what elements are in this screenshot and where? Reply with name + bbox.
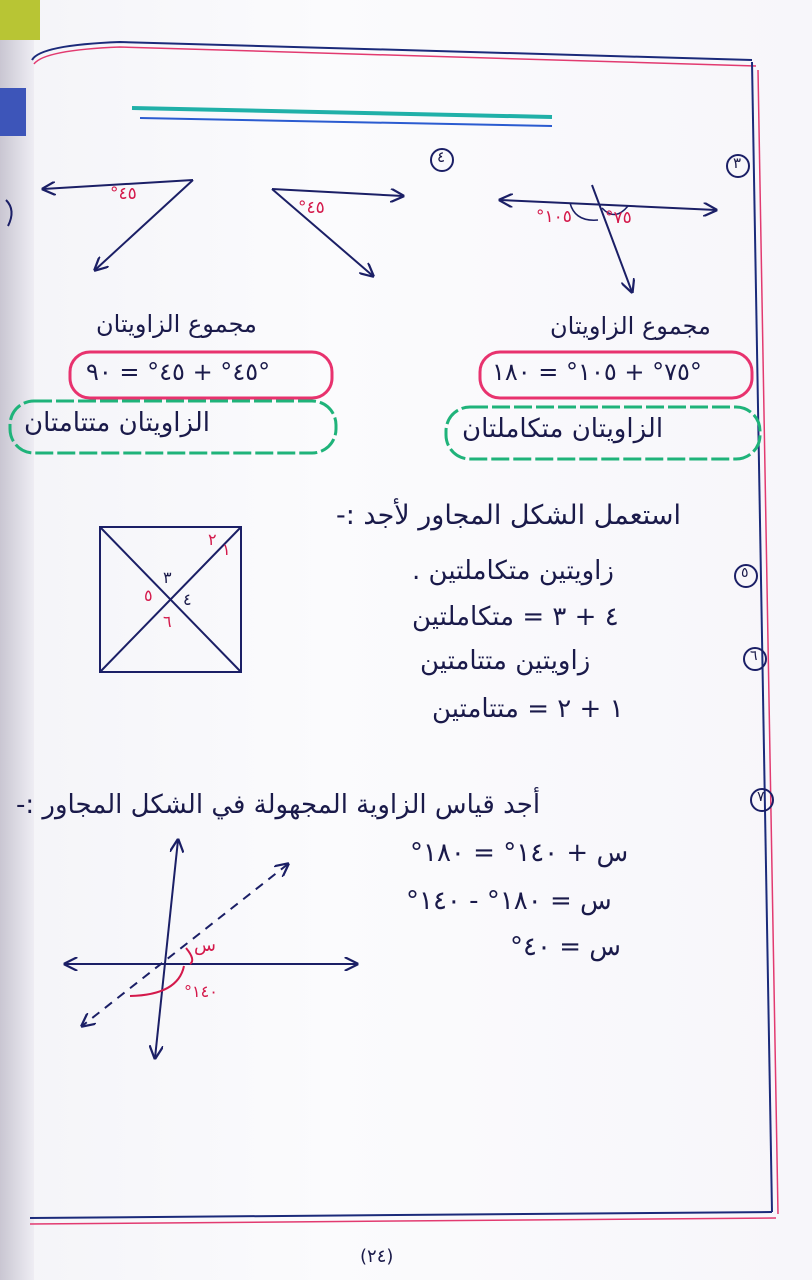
fig4-angle-b: ٤٥° xyxy=(110,184,137,204)
q6-text: زاويتين متتامتين xyxy=(420,646,591,676)
square-label-4: ٤ xyxy=(183,590,192,609)
q6-answer: ١ + ٢ = متتامتين xyxy=(432,694,624,724)
left-bracket xyxy=(6,200,12,226)
square-label-2: ٢ xyxy=(208,530,217,549)
square-diagram xyxy=(100,527,241,672)
eq-right: ٧٥° + ١٠٥° = ١٨٠° xyxy=(492,358,702,386)
q7-known-label: ١٤٠° xyxy=(184,982,218,1001)
fig3-diagram xyxy=(500,185,716,292)
q5-label: ٥ xyxy=(741,565,749,581)
q7-label: ٧ xyxy=(757,789,765,805)
q7-text: أجد قياس الزاوية المجهولة في الشكل المجاور :- xyxy=(16,790,541,820)
q5-text: زاويتين متكاملتين . xyxy=(412,556,614,586)
q7-step-3: س = ٤٠° xyxy=(510,932,621,962)
section-3-label: ٣ xyxy=(733,154,742,172)
q5-answer: ٤ + ٣ = متكاملتين xyxy=(412,602,619,632)
sum-heading-right: مجموع الزاويتان xyxy=(550,312,711,340)
square-label-5: ٥ xyxy=(144,586,153,605)
verdict-right: الزاويتان متكاملتان xyxy=(462,414,664,444)
q7-step-1: س + ١٤٠° = ١٨٠° xyxy=(410,838,629,868)
q7-unknown-label: س xyxy=(194,935,216,956)
header-line-teal xyxy=(132,108,552,117)
eq-left: ٤٥° + ٤٥° = ٩٠° xyxy=(86,358,271,386)
page-number: (٢٤) xyxy=(360,1246,394,1267)
fig4-angle-right xyxy=(272,189,403,276)
verdict-left: الزاويتان متتامتان xyxy=(24,408,210,438)
fig4-angle-a: ٤٥° xyxy=(298,198,325,218)
section-4-label: ٤ xyxy=(437,148,446,166)
q6-label: ٦ xyxy=(750,648,758,664)
sum-heading-left: مجموع الزاويتان xyxy=(96,310,257,338)
q-use-figure: استعمل الشكل المجاور لأجد :- xyxy=(336,500,682,531)
square-label-1: ١ xyxy=(222,540,231,559)
fig3-angle-left: ١٠٥° xyxy=(536,207,572,227)
fig3-angle-right: ٧٥° xyxy=(605,208,632,228)
q7-step-2: س = ١٨٠° - ١٤٠° xyxy=(406,886,612,916)
header-line-blue xyxy=(140,118,552,126)
square-label-3: ٣ xyxy=(163,568,172,587)
page-frame xyxy=(30,42,778,1224)
square-label-6: ٦ xyxy=(163,612,172,631)
